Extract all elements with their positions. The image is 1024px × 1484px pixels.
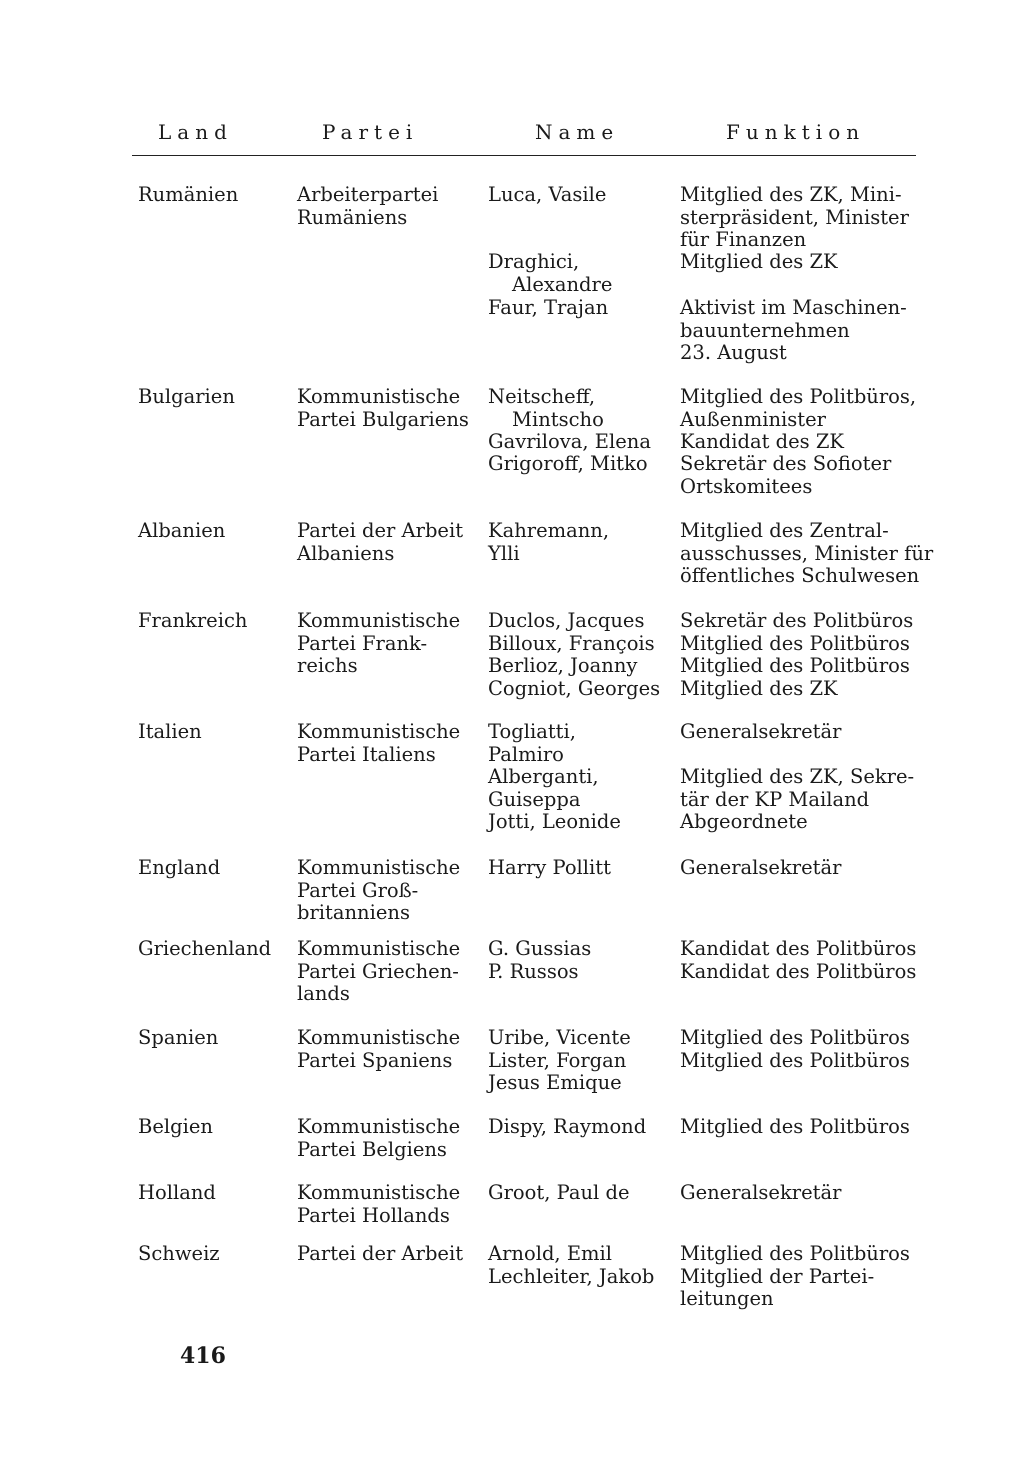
funktion-line: Mitglied des Politbüros	[680, 1242, 910, 1265]
name-line: Harry Pollitt	[488, 856, 611, 879]
funktion-cell	[680, 766, 925, 811]
name-line: Berlioz, Joanny	[488, 654, 638, 678]
name-line: Gavrilova, Elena	[488, 430, 651, 453]
funktion-cell	[680, 1050, 925, 1073]
header-land: Land	[158, 120, 233, 144]
funktion-cell	[680, 938, 925, 961]
funktion-line: Mitglied des Politbüros	[680, 1048, 910, 1072]
name-line: Faur, Trajan	[488, 296, 609, 319]
name-line: Dispy, Raymond	[488, 1115, 647, 1138]
partei-cell	[297, 721, 482, 766]
name-cell	[488, 453, 673, 476]
name-line: Palmiro	[488, 742, 564, 766]
partei-line: Arbeiterpartei	[297, 183, 439, 206]
partei-line: Kommunistische	[297, 1181, 461, 1204]
partei-cell	[297, 1243, 482, 1266]
land-cell: Schweiz	[138, 1242, 220, 1265]
land-cell: Rumänien	[138, 183, 239, 206]
funktion-cell	[680, 251, 925, 274]
header-partei: Partei	[322, 120, 419, 144]
partei-line: Partei der Arbeit	[297, 1242, 464, 1265]
land-cell: Spanien	[138, 1026, 219, 1049]
funktion-cell	[680, 857, 925, 880]
funktion-line: Außenminister	[680, 407, 826, 431]
header-name: Name	[535, 120, 620, 144]
name-line: Billoux, François	[488, 631, 655, 655]
funktion-cell	[680, 961, 925, 984]
name-cell	[488, 1027, 673, 1050]
land-cell: England	[138, 856, 221, 879]
name-cell	[488, 633, 673, 656]
name-line: Uribe, Vicente	[488, 1026, 631, 1049]
partei-line: Kommunistische	[297, 856, 461, 879]
funktion-line: Mitglied des Politbüros	[680, 654, 910, 678]
name-cell	[488, 857, 673, 880]
partei-cell	[297, 857, 482, 925]
partei-cell	[297, 520, 482, 565]
partei-cell	[297, 1027, 482, 1072]
name-cell	[488, 520, 673, 565]
land-cell: Holland	[138, 1181, 216, 1204]
funktion-line: Generalsekretär	[680, 720, 842, 743]
name-cell	[488, 1050, 673, 1073]
partei-line: Kommunistische	[297, 1026, 461, 1049]
partei-cell	[297, 386, 482, 431]
funktion-cell	[680, 1266, 925, 1311]
name-line: G. Gussias	[488, 937, 592, 960]
funktion-line: tär der KP Mailand	[680, 787, 870, 811]
funktion-cell	[680, 297, 925, 365]
name-line: Groot, Paul de	[488, 1181, 630, 1204]
header-rule	[132, 155, 916, 156]
partei-line: Partei Frank-	[297, 631, 428, 655]
partei-line: Kommunistische	[297, 937, 461, 960]
name-line: Cogniot, Georges	[488, 676, 661, 700]
funktion-cell	[680, 811, 925, 834]
funktion-line: Aktivist im Maschinen-	[680, 296, 907, 319]
name-line: Togliatti,	[488, 720, 576, 743]
funktion-cell	[680, 519, 934, 588]
name-line: Lister, Forgan	[488, 1048, 627, 1072]
funktion-line: leitungen	[680, 1287, 774, 1311]
funktion-cell	[680, 633, 925, 656]
name-cell	[488, 721, 673, 766]
land-cell: Italien	[138, 720, 202, 743]
funktion-line: Generalsekretär	[680, 1181, 842, 1204]
name-cell	[488, 431, 673, 454]
partei-cell	[297, 1182, 482, 1227]
partei-line: britanniens	[297, 901, 410, 925]
partei-line: Kommunistische	[297, 1115, 461, 1138]
name-cell	[488, 961, 673, 984]
land-cell: Albanien	[138, 519, 226, 542]
funktion-line: Mitglied des ZK	[680, 250, 838, 273]
funktion-line: ausschusses, Minister für	[680, 541, 934, 565]
name-line: P. Russos	[488, 959, 579, 983]
partei-line: Partei Spaniens	[297, 1048, 453, 1072]
funktion-line: Abgeordnete	[680, 810, 808, 833]
partei-line: Partei der Arbeit	[297, 519, 464, 542]
funktion-line: Ortskomitees	[680, 474, 813, 498]
funktion-cell	[680, 721, 925, 744]
name-line: Luca, Vasile	[488, 183, 607, 206]
funktion-line: Mitglied des Politbüros	[680, 631, 910, 655]
funktion-cell	[680, 386, 925, 431]
funktion-line: Mitglied der Partei-	[680, 1264, 875, 1288]
funktion-cell	[680, 1243, 925, 1266]
partei-line: Partei Hollands	[297, 1203, 450, 1227]
funktion-cell	[680, 453, 925, 498]
header-funktion: Funktion	[726, 120, 866, 144]
name-line: Alexandre	[512, 272, 613, 296]
funktion-line: Sekretär des Sofioter	[680, 452, 892, 475]
name-cell	[488, 1266, 673, 1289]
partei-cell	[297, 610, 482, 678]
name-cell	[488, 1243, 673, 1266]
name-line: Arnold, Emil	[488, 1242, 613, 1265]
name-cell	[488, 386, 673, 431]
funktion-line: Mitglied des Zentral-	[680, 519, 889, 542]
name-cell	[488, 251, 673, 296]
name-line: Alberganti,	[488, 765, 599, 788]
partei-line: Albaniens	[297, 541, 395, 565]
funktion-cell	[680, 678, 925, 701]
partei-cell	[297, 184, 482, 229]
name-cell	[488, 610, 673, 633]
name-line: Grigoroff, Mitko	[488, 452, 648, 475]
funktion-cell	[680, 431, 925, 454]
name-line: Jesus Emique	[488, 1071, 622, 1095]
funktion-cell	[680, 1182, 925, 1205]
partei-line: Rumäniens	[297, 205, 408, 229]
funktion-line: öffentliches Schulwesen	[680, 564, 920, 588]
funktion-cell	[680, 655, 925, 678]
funktion-line: Mitglied des ZK	[680, 676, 838, 700]
name-line: Ylli	[488, 541, 520, 565]
partei-line: Partei Groß-	[297, 878, 419, 902]
name-line: Guiseppa	[488, 787, 581, 811]
name-cell	[488, 811, 673, 834]
funktion-line: Mitglied des ZK, Sekre-	[680, 765, 915, 788]
funktion-line: Kandidat des Politbüros	[680, 937, 917, 960]
funktion-line: Mitglied des Politbüros	[680, 1115, 910, 1138]
name-cell	[488, 1182, 673, 1205]
partei-line: Kommunistische	[297, 385, 461, 408]
name-line: Neitscheff,	[488, 385, 596, 408]
land-cell: Griechenland	[138, 937, 272, 960]
partei-line: Partei Bulgariens	[297, 407, 469, 431]
name-line: Kahremann,	[488, 519, 610, 542]
funktion-line: Mitglied des Politbüros	[680, 1026, 910, 1049]
partei-line: Partei Italiens	[297, 742, 436, 766]
land-cell: Frankreich	[138, 609, 248, 632]
land-cell: Belgien	[138, 1115, 213, 1138]
partei-line: reichs	[297, 654, 358, 678]
name-cell	[488, 1116, 673, 1139]
name-cell	[488, 938, 673, 961]
name-cell	[488, 184, 673, 207]
funktion-line: Kandidat des ZK	[680, 430, 844, 453]
name-line: Draghici,	[488, 250, 580, 273]
funktion-cell	[680, 1116, 925, 1139]
partei-line: Kommunistische	[297, 720, 461, 743]
name-cell	[488, 678, 673, 701]
partei-cell	[297, 938, 482, 1006]
name-cell	[488, 297, 673, 320]
funktion-line: 23. August	[680, 341, 787, 365]
name-cell	[488, 655, 673, 678]
partei-line: Kommunistische	[297, 609, 461, 632]
partei-line: Partei Belgiens	[297, 1137, 447, 1161]
page-number: 416	[180, 1343, 226, 1369]
funktion-cell	[680, 1027, 925, 1050]
funktion-line: bauunternehmen	[680, 318, 850, 342]
partei-line: lands	[297, 982, 350, 1006]
name-cell	[488, 1072, 673, 1095]
funktion-line: für Finanzen	[680, 228, 807, 252]
funktion-line: Mitglied des ZK, Mini-	[680, 183, 902, 206]
name-line: Mintscho	[512, 407, 604, 431]
funktion-line: Sekretär des Politbüros	[680, 609, 914, 632]
name-line: Duclos, Jacques	[488, 609, 645, 632]
funktion-line: Generalsekretär	[680, 856, 842, 879]
funktion-cell	[680, 610, 925, 633]
funktion-line: Mitglied des Politbüros,	[680, 385, 917, 408]
funktion-cell	[680, 184, 925, 252]
funktion-line: sterpräsident, Minister	[680, 205, 909, 229]
name-cell	[488, 766, 673, 811]
name-line: Jotti, Leonide	[488, 810, 621, 833]
partei-cell	[297, 1116, 482, 1161]
land-cell: Bulgarien	[138, 385, 235, 408]
funktion-line: Kandidat des Politbüros	[680, 959, 917, 983]
partei-line: Partei Griechen-	[297, 959, 459, 983]
name-line: Lechleiter, Jakob	[488, 1264, 655, 1288]
